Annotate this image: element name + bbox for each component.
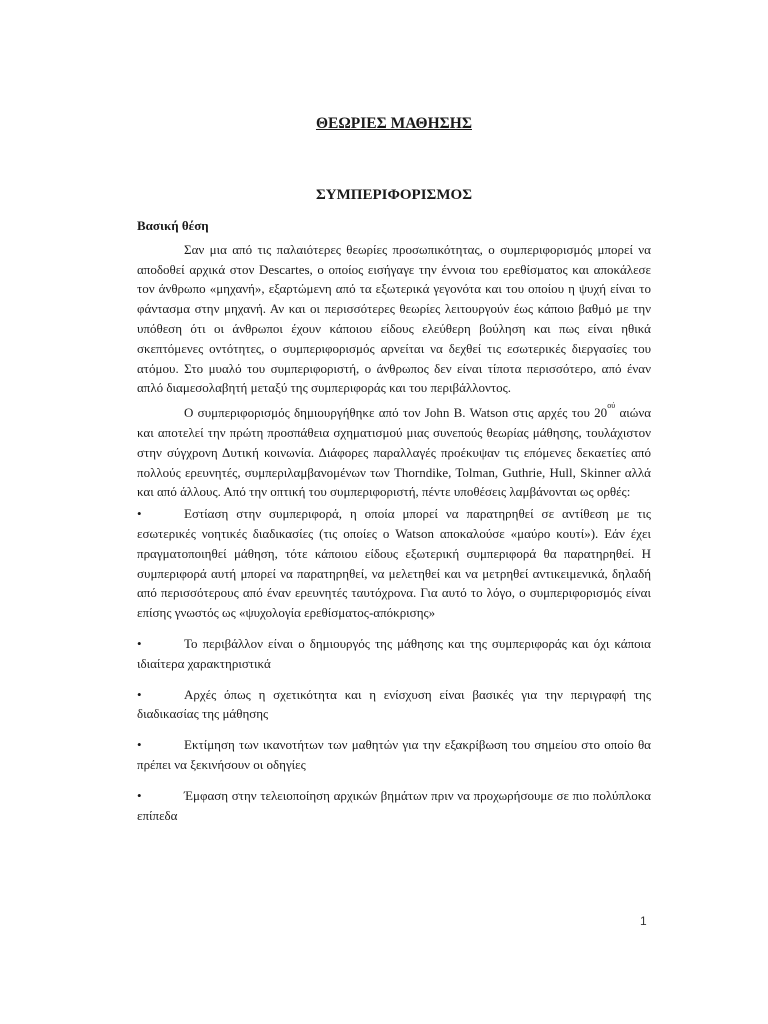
paragraph-intro: Σαν μια από τις παλαιότερες θεωρίες προσωπικότητας, ο συμπεριφορισμός μπορεί να αποδοθεί αρχικά στον Descartes, ο οποίος εισήγαγε την έννοια του ερεθίσματος και αποκάλεσε τον άνθρωπο «μηχανή», εξαρτώμενη από τα εξωτερικά γεγονότα και του οποίου η ψυχή είναι το φάντασμα στην μηχανή. Αν και οι περισσότερες θεωρίες λειτουργούν έως κάποιο βαθμό με την υπόθεση ότι οι άνθρωποι έχουν κάποιου είδους ελεύθερη βούληση και πως είναι ηθικά σκεπτόμενες οντότητες, ο συμπεριφορισμός αρνείται να δεχθεί τις εσωτερικές διεργασίες του ατόμου. Στο μυαλό του συμπεριφοριστή, ο άνθρωπος δεν είναι τίποτα περισσότερο, από έναν απλό διαμεσολαβητή μεταξύ της συμπεριφοράς και του περιβάλλοντος.: [137, 241, 651, 396]
bullet-text: Έμφαση στην τελειοποίηση αρχικών βημάτων πριν να προχωρήσουμε σε πιο πολύπλοκα επίπεδα: [137, 787, 651, 823]
ordinal-superscript: ού: [607, 401, 616, 411]
page-content: [137, 112, 651, 825]
bullet-text: Εστίαση στην συμπεριφορά, η οποία μπορεί να παρατηρηθεί σε αντίθεση με τις εσωτερικές νοητικές διαδικασίες (τις οποίες ο Watson αποκαλούσε «μαύρο κουτί»). Εάν έχει πραγματοποιηθεί μάθηση, τότε κάποιου είδους εξωτερική συμπεριφορά θα παρατηρηθεί. Η συμπεριφορά αυτή μπορεί να παρατηρηθεί, να μελετηθεί και να μετρηθεί αντικειμενικά, δηλαδή από περισσότερους από έναν ερευνητές ταυτόχρονα. Για αυτό το λόγο, ο συμπεριφορισμός είναι επίσης γνωστός ως «ψυχολογία ερεθίσματος-απόκρισης»: [137, 506, 651, 621]
bullet-icon: •: [137, 737, 142, 753]
bullet-icon: •: [137, 635, 142, 651]
bullet-item: [137, 685, 651, 725]
bullet-text: Το περιβάλλον είναι ο δημιουργός της μάθησης και της συμπεριφοράς και όχι κάποια ιδιαίτερα χαρακτηριστικά: [137, 635, 651, 671]
bullet-item: [137, 634, 651, 674]
bullet-item: [137, 504, 651, 623]
bullet-icon: •: [137, 686, 142, 702]
paragraph-watson-part1: Ο συμπεριφορισμός δημιουργήθηκε από τον John B. Watson στις αρχές του 20: [184, 405, 608, 421]
bullet-icon: •: [137, 506, 142, 522]
bullet-icon: •: [137, 787, 142, 803]
bullet-text: Αρχές όπως η σχετικότητα και η ενίσχυση είναι βασικές για την περιγραφή της διαδικασίας της μάθησης: [137, 686, 651, 722]
paragraph-watson-part2: αιώνα και αποτελεί την πρώτη προσπάθεια σχηματισμού μιας συνεπούς θεωρίας μάθησης, τουλάχιστον στην σύγχρονη Δυτική κοινωνία. Διάφορες παραλλαγές προέκυψαν τις επόμενες δεκαετίες από πολλούς ερευνητές, συμπεριλαμβανομένων των Thorndike, Tolman, Guthrie, Hull, Skinner αλλά και από άλλους. Από την οπτική του συμπεριφοριστή, πέντε υποθέσεις λαμβάνονται ως ορθές:: [137, 405, 652, 500]
subheading: Βασική θέση: [137, 218, 209, 233]
paragraph-watson: [137, 403, 651, 502]
bullet-item: [137, 786, 651, 826]
page-number: 1: [640, 914, 647, 928]
bullet-item: [137, 735, 651, 775]
section-title: ΣΥΜΠΕΡΙΦΟΡΙΣΜΟΣ: [315, 187, 472, 203]
document-title: ΘΕΩΡΙΕΣ ΜΑΘΗΣΗΣ: [315, 115, 472, 132]
bullet-text: Εκτίμηση των ικανοτήτων των μαθητών για την εξακρίβωση του σημείου στο οποίο θα πρέπει να ξεκινήσουν οι οδηγίες: [137, 737, 651, 772]
